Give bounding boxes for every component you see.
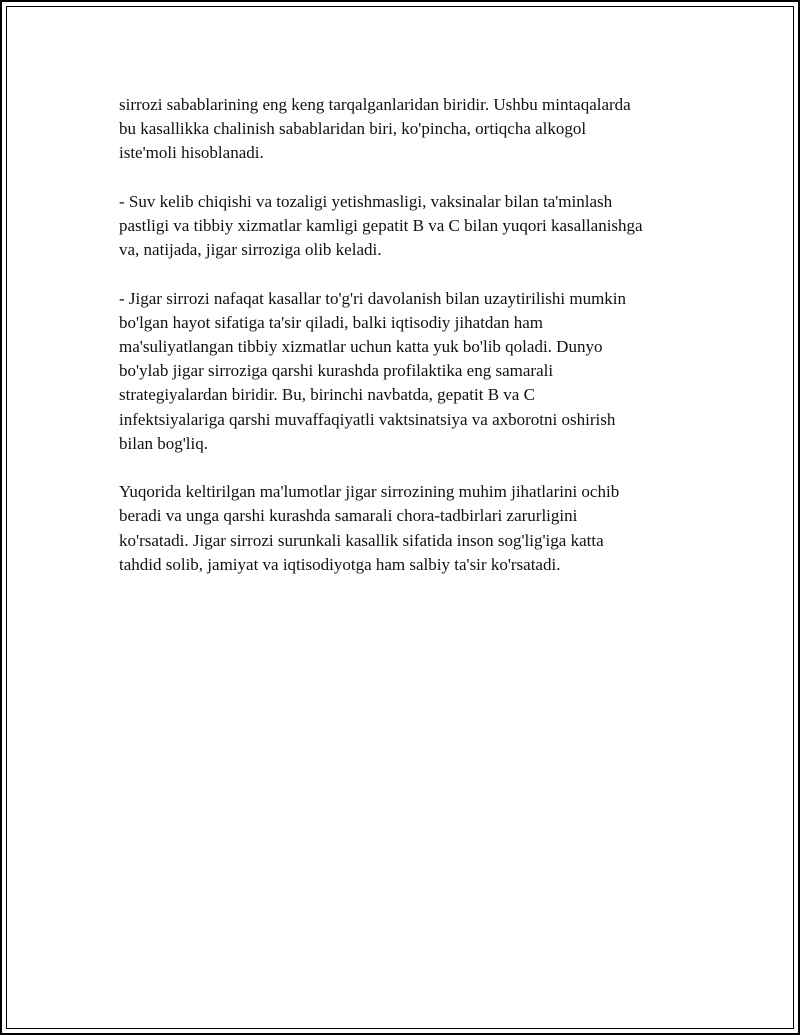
text-line: strategiyalardan biridir. Bu, birinchi navbatda, gepatit B va C (119, 385, 535, 405)
text-line: va, natijada, jigar sirroziga olib keladi. (119, 240, 382, 260)
text-line: ma'suliyatlangan tibbiy xizmatlar uchun katta yuk bo'lib qoladi. Dunyo (119, 337, 603, 356)
text-line: beradi va unga qarshi kurashda samarali chora-tadbirlari zarurligini (119, 506, 578, 526)
text-line: bu kasallikka chalinish sabablaridan biri, ko'pincha, ortiqcha alkogol (119, 119, 587, 139)
text-line: pastligi va tibbiy xizmatlar kamligi gepatit B va C bilan yuqori kasallanishga (119, 216, 643, 235)
text-line: Yuqorida keltirilgan ma'lumotlar jigar sirrozining muhim jihatlarini ochib (119, 482, 620, 502)
text-line: tahdid solib, jamiyat va iqtisodiyotga ham salbiy ta'sir ko'rsatadi. (119, 554, 561, 574)
text-line: sirrozi sabablarining eng keng tarqalganlaridan biridir. Ushbu mintaqalarda (119, 95, 631, 114)
paragraph-1 (119, 93, 699, 166)
paragraph-4 (119, 480, 699, 577)
text-line: bo'ylab jigar sirroziga qarshi kurashda profilaktika eng samarali (119, 361, 554, 381)
text-line: bo'lgan hayot sifatiga ta'sir qiladi, balki iqtisodiy jihatdan ham (119, 312, 543, 332)
paragraph-3 (119, 287, 699, 456)
document-body (119, 93, 699, 601)
text-line: infektsiyalariga qarshi muvaffaqiyatli vaktsinatsiya va axborotni oshirish (119, 409, 616, 429)
text-line: iste'moli hisoblanadi. (119, 143, 264, 163)
text-line: - Jigar sirrozi nafaqat kasallar to'g'ri davolanish bilan uzaytirilishi mumkin (119, 288, 627, 308)
paragraph-2 (119, 190, 699, 263)
text-line: bilan bog'liq. (119, 433, 209, 453)
text-line: ko'rsatadi. Jigar sirrozi surunkali kasallik sifatida inson sog'lig'iga katta (119, 530, 604, 550)
text-line: - Suv kelib chiqishi va tozaligi yetishmasligi, vaksinalar bilan ta'minlash (119, 191, 613, 211)
